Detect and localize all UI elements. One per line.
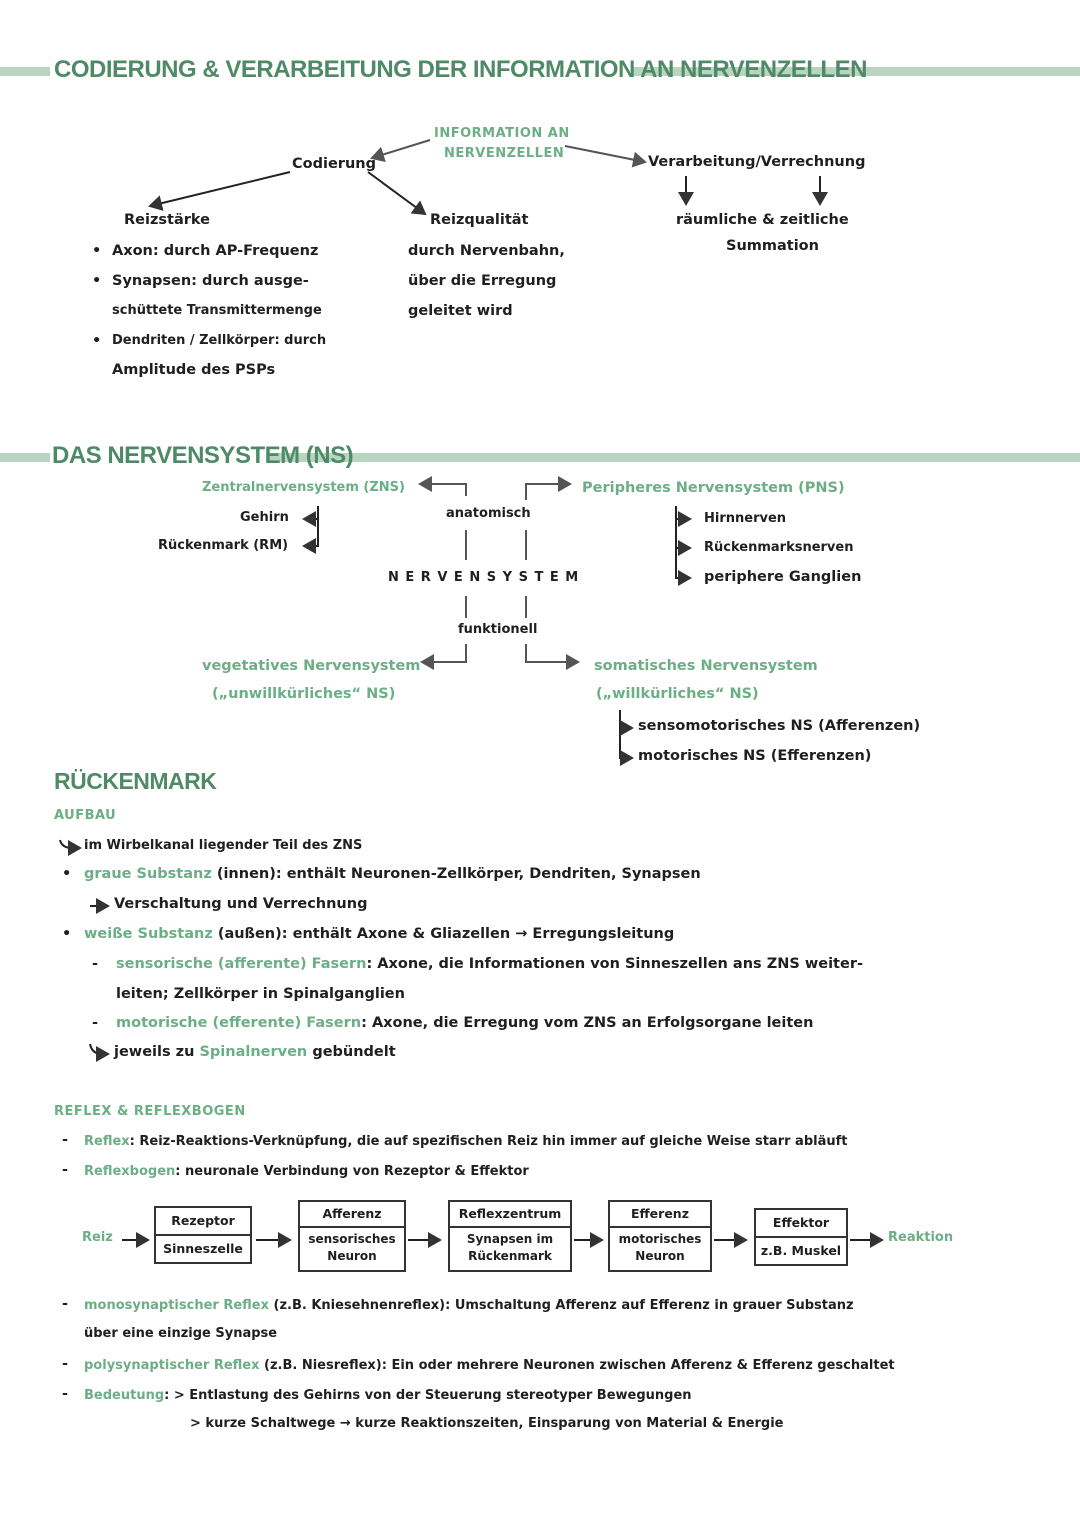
zns-label: Zentralnervensystem (ZNS) [202,480,405,495]
bullet-dot: • [92,243,102,259]
reizqualitaet-line: über die Erregung [408,273,557,289]
title-band-left [0,453,50,462]
reizstaerke-heading: Reizstärke [124,212,210,228]
spinalnerven-term: Spinalnerven [199,1044,308,1060]
section1-title: CODIERUNG & VERARBEITUNG DER INFORMATION AN NERVENZELLEN [54,56,867,83]
reizqualitaet-heading: Reizqualität [430,212,529,228]
bedeutung-text: : > Entlastung des Gehirns von der Steuerung stereotyper Bewegungen [164,1388,692,1403]
dash: - [62,1162,69,1178]
graue-substanz-line [84,866,701,882]
bedeutung-line [84,1388,692,1403]
graue-substanz-sub: Verschaltung und Verrechnung [114,896,368,912]
box-top: Efferenz [610,1202,710,1228]
reiz-label: Reiz [82,1230,113,1245]
codierung-label: Codierung [292,156,376,172]
graue-substanz-text: (innen): enthält Neuronen-Zellkörper, Dendriten, Synapsen [211,866,701,882]
bullet-dot: • [62,866,72,882]
reflexbogen-line [84,1164,529,1179]
reflex-text: : Reiz-Reaktions-Verknüpfung, die auf spezifischen Reiz hin immer auf gleiche Weise starr abläuft [129,1134,848,1149]
somatisch-line2: („willkürliches“ NS) [596,686,759,702]
reflex-term: Reflex [84,1134,130,1149]
gehirn-label: Gehirn [240,510,289,525]
motorisch-text: : Axone, die Erregung vom ZNS an Erfolgsorgane leiten [361,1015,814,1031]
mono-line2: über eine einzige Synapse [84,1326,278,1341]
weisse-substanz-term: weiße Substanz [84,926,213,942]
bullet-dot: • [92,273,102,289]
poly-line [84,1358,895,1373]
bedeutung-line2: > kurze Schaltwege → kurze Reaktionszeiten, Einsparung von Material & Energie [190,1416,784,1431]
reflex-subheading: REFLEX & REFLEXBOGEN [54,1104,246,1119]
motorisch-term: motorische (efferente) Fasern [116,1015,362,1031]
intro-text: im Wirbelkanal liegender Teil des ZNS [84,838,363,853]
sensorisch-term: sensorische (afferente) Fasern [116,956,367,972]
dash: - [62,1386,69,1402]
reflex-box-rezeptor [154,1206,252,1264]
weisse-substanz-line [84,926,674,942]
pns-item: Rückenmarksnerven [704,540,854,555]
section2-title: DAS NERVENSYSTEM (NS) [52,442,354,469]
dash: - [62,1132,69,1148]
somatisch-line1: somatisches Nervensystem [594,658,818,674]
box-bottom: motorisches Neuron [618,1232,702,1263]
reflexbogen-text: : neuronale Verbindung von Rezeptor & Effektor [175,1164,529,1179]
dash: - [92,956,99,972]
reizstaerke-item: Dendriten / Zellkörper: durch [112,333,327,348]
bedeutung-term: Bedeutung [84,1388,165,1403]
reflex-box-afferenz [298,1200,406,1272]
pns-label: Peripheres Nervensystem (PNS) [582,480,845,496]
jeweils-text: jeweils zu [114,1044,200,1060]
reflex-line [84,1134,847,1149]
poly-text: (z.B. Niesreflex): Ein oder mehrere Neuronen zwischen Afferenz & Efferenz geschaltet [259,1358,895,1373]
reflexbogen-term: Reflexbogen [84,1164,176,1179]
summation-line1: räumliche & zeitliche [676,212,849,228]
info-center-line1: INFORMATION AN [434,126,570,141]
reizstaerke-item: Synapsen: durch ausge- [112,273,309,289]
reizstaerke-item: Amplitude des PSPs [112,362,276,378]
sensorisch-text: : Axone, die Informationen von Sinneszellen ans ZNS weiter- [366,956,863,972]
aufbau-subheading: AUFBAU [54,808,117,823]
title-band-right [268,453,1080,462]
box-top: Effektor [756,1210,846,1238]
mono-term: monosynaptischer Reflex [84,1298,269,1313]
nervensystem-label: N E R V E N S Y S T E M [388,570,580,585]
box-bottom: Synapsen im Rückenmark [466,1232,554,1263]
vegetativ-line1: vegetatives Nervensystem [202,658,421,674]
sensorisch-line2: leiten; Zellkörper in Spinalganglien [116,986,405,1002]
reizstaerke-item: Axon: durch AP-Frequenz [112,243,319,259]
vegetativ-line2: („unwillkürliches“ NS) [212,686,396,702]
reflex-box-effektor [754,1208,848,1266]
pns-item: Hirnnerven [704,511,787,526]
info-center-line2: NERVENZELLEN [444,146,565,161]
section3-title: RÜCKENMARK [54,768,217,794]
weisse-substanz-text: (außen): enthält Axone & Gliazellen → Erregungsleitung [212,926,675,942]
poly-term: polysynaptischer Reflex [84,1358,260,1373]
bullet-dot: • [62,926,72,942]
reaktion-label: Reaktion [888,1230,954,1245]
box-bottom: Sinneszelle [163,1241,243,1256]
spinalnerven-line [114,1044,396,1060]
box-bottom: z.B. Muskel [760,1243,842,1258]
somatisch-item: motorisches NS (Efferenzen) [638,748,872,764]
box-top: Reflexzentrum [450,1202,570,1228]
box-top: Rezeptor [156,1208,250,1236]
graue-substanz-term: graue Substanz [84,866,212,882]
dash: - [62,1296,69,1312]
mono-text: (z.B. Kniesehnenreflex): Umschaltung Afferenz auf Efferenz in grauer Substanz [269,1298,854,1313]
anatomisch-label: anatomisch [446,506,531,521]
summation-line2: Summation [726,238,819,254]
pns-item: periphere Ganglien [704,569,862,585]
box-bottom: sensorisches Neuron [308,1232,396,1263]
reflex-box-efferenz [608,1200,712,1272]
mono-line [84,1298,854,1313]
dash: - [62,1356,69,1372]
reflex-box-reflexzentrum [448,1200,572,1272]
box-top: Afferenz [300,1202,404,1228]
motorisch-line [116,1015,813,1031]
reizqualitaet-line: geleitet wird [408,303,513,319]
bullet-dot: • [92,333,102,349]
verarbeitung-label: Verarbeitung/Verrechnung [648,154,866,170]
somatisch-item: sensomotorisches NS (Afferenzen) [638,718,921,734]
jeweils-text2: gebündelt [307,1044,396,1060]
rueckenmark-label: Rückenmark (RM) [158,538,289,553]
title-band-left [0,67,50,76]
sensorisch-line [116,956,863,972]
reizstaerke-item: schüttete Transmittermenge [112,303,322,318]
funktionell-label: funktionell [458,622,538,637]
reizqualitaet-line: durch Nervenbahn, [408,243,565,259]
dash: - [92,1015,99,1031]
